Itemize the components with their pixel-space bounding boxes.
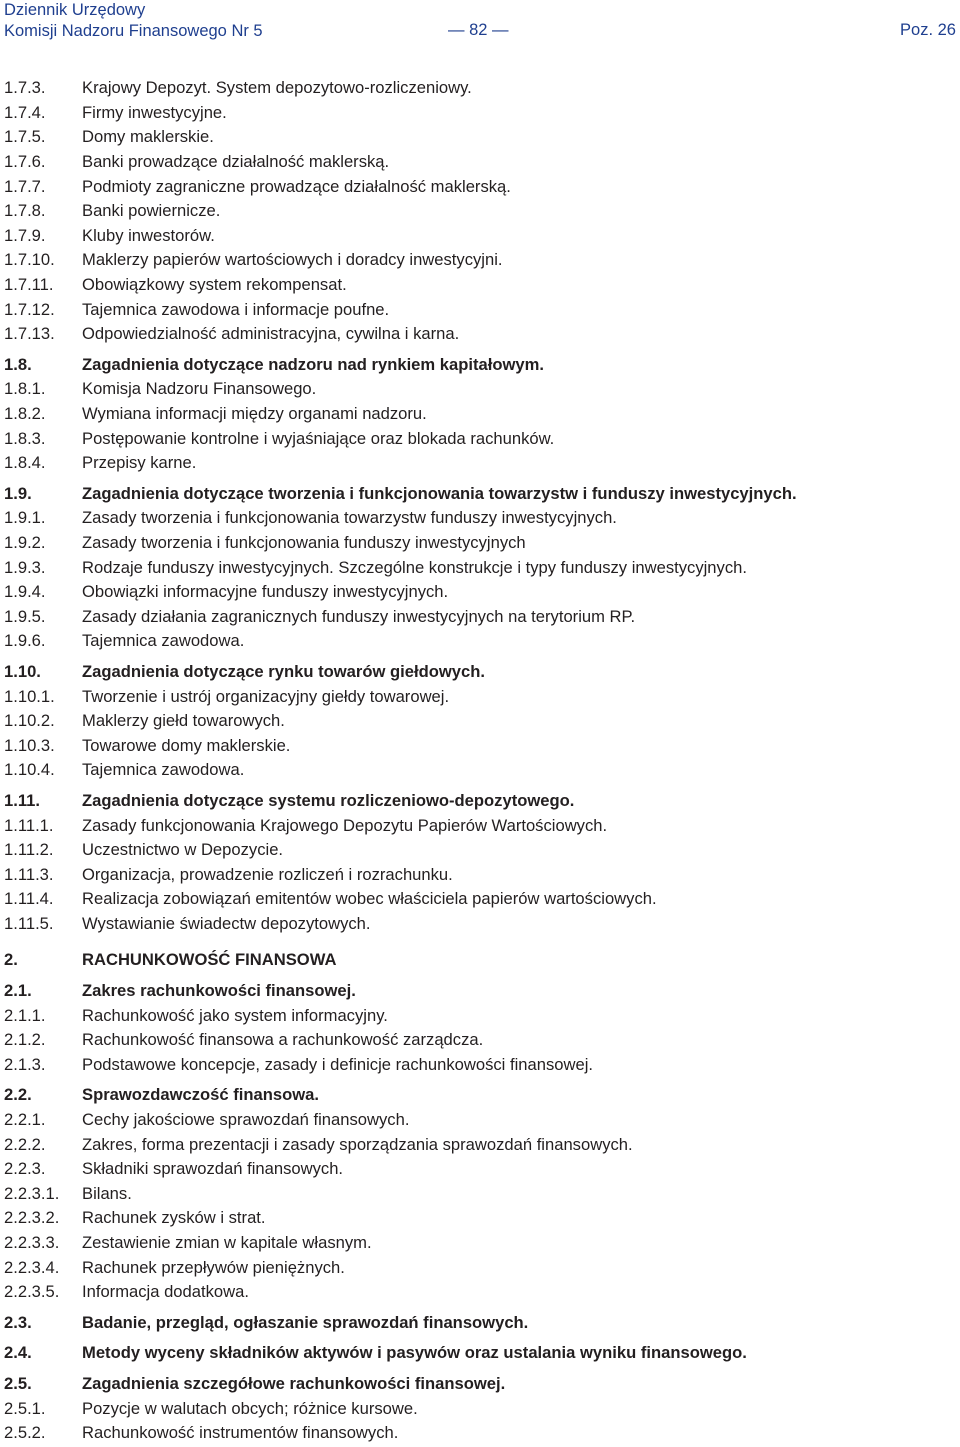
list-item: [4, 1132, 954, 1157]
list-item: [4, 402, 954, 427]
item-text: Organizacja, prowadzenie rozliczeń i rozrachunku.: [82, 864, 453, 884]
list-item: [4, 1108, 954, 1133]
item-number: 1.8.4.: [4, 453, 46, 473]
item-number: 2.2.: [4, 1085, 32, 1105]
item-number: 1.10.4.: [4, 760, 55, 780]
item-number: 1.11.2.: [4, 840, 54, 860]
list-item: [4, 426, 954, 451]
list-item: [4, 912, 954, 937]
list-item: [4, 629, 954, 654]
item-text: Informacja dodatkowa.: [82, 1282, 249, 1302]
section-heading: [4, 353, 954, 378]
item-text: Tajemnica zawodowa.: [82, 760, 245, 780]
item-text: Rodzaje funduszy inwestycyjnych. Szczególne konstrukcje i typy funduszy inwestycyjnych.: [82, 557, 747, 577]
item-number: 2.3.: [4, 1312, 32, 1332]
item-number: 1.11.1.: [4, 815, 54, 835]
list-item: [4, 1053, 954, 1078]
list-item: [4, 297, 954, 322]
item-number: 1.8.: [4, 354, 32, 374]
item-number: 2.1.2.: [4, 1030, 46, 1050]
list-item: [4, 1206, 954, 1231]
item-number: 2.: [4, 950, 18, 970]
item-number: 1.8.1.: [4, 379, 46, 399]
list-item: [4, 604, 954, 629]
item-number: 2.2.3.2.: [4, 1208, 60, 1228]
item-number: 1.11.4.: [4, 889, 54, 909]
list-item: [4, 1280, 954, 1305]
item-text: Kluby inwestorów.: [82, 225, 215, 245]
publication-title: Dziennik Urzędowy: [4, 1, 146, 19]
item-number: 1.9.3.: [4, 557, 46, 577]
item-number: 2.5.2.: [4, 1423, 46, 1443]
item-text: Zakres, forma prezentacji i zasady sporządzania sprawozdań finansowych.: [82, 1134, 633, 1154]
item-text: Tajemnica zawodowa i informacje poufne.: [82, 299, 390, 319]
item-number: 2.2.3.4.: [4, 1257, 60, 1277]
item-number: 2.5.1.: [4, 1398, 46, 1418]
item-number: 2.2.3.: [4, 1159, 46, 1179]
list-item: [4, 887, 954, 912]
list-item: [4, 76, 954, 101]
item-text: Metody wyceny składników aktywów i pasywów oraz ustalania wyniku finansowego.: [82, 1343, 747, 1363]
section-heading: [4, 1341, 954, 1366]
item-text: Przepisy karne.: [82, 453, 197, 473]
item-number: 1.8.3.: [4, 428, 46, 448]
list-item: [4, 199, 954, 224]
item-text: Cechy jakościowe sprawozdań finansowych.: [82, 1110, 410, 1130]
syllabus-list: [4, 76, 954, 1445]
list-item: [4, 174, 954, 199]
list-item: [4, 273, 954, 298]
list-item: [4, 1157, 954, 1182]
list-item: [4, 813, 954, 838]
section-heading: [4, 1372, 954, 1397]
list-item: [4, 1028, 954, 1053]
item-text: Wystawianie świadectw depozytowych.: [82, 913, 371, 933]
item-text: Uczestnictwo w Depozycie.: [82, 840, 284, 860]
item-number: 2.5.: [4, 1373, 32, 1393]
list-item: [4, 1182, 954, 1207]
publication-block: [4, 0, 263, 42]
list-item: [4, 1231, 954, 1256]
issuer-issue: Komisji Nadzoru Finansowego Nr 5: [4, 22, 263, 40]
item-text: Firmy inwestycyjne.: [82, 102, 227, 122]
list-item: [4, 101, 954, 126]
item-number: 2.1.: [4, 981, 32, 1001]
page-header: [4, 0, 958, 46]
list-item: [4, 838, 954, 863]
item-number: 1.7.8.: [4, 201, 46, 221]
item-number: 2.1.1.: [4, 1005, 46, 1025]
item-text: Domy maklerskie.: [82, 127, 214, 147]
item-text: Zasady tworzenia i funkcjonowania towarzystw funduszy inwestycyjnych.: [82, 508, 617, 528]
item-text: Zasady działania zagranicznych funduszy inwestycyjnych na terytorium RP.: [82, 606, 636, 626]
section-heading: [4, 1083, 954, 1108]
list-item: [4, 506, 954, 531]
item-number: 1.9.: [4, 483, 32, 503]
page-number: — 82 —: [448, 21, 509, 39]
list-item: [4, 1421, 954, 1446]
item-number: 2.2.1.: [4, 1110, 46, 1130]
item-text: Pozycje w walutach obcych; różnice kursowe.: [82, 1398, 418, 1418]
item-text: Zagadnienia szczegółowe rachunkowości finansowej.: [82, 1373, 506, 1393]
item-number: 1.9.5.: [4, 606, 46, 626]
item-number: 1.7.9.: [4, 225, 46, 245]
item-text: Rachunek zysków i strat.: [82, 1208, 266, 1228]
item-number: 1.7.12.: [4, 299, 55, 319]
section-heading: [4, 1311, 954, 1336]
list-item: [4, 248, 954, 273]
item-text: Zagadnienia dotyczące tworzenia i funkcjonowania towarzystw i funduszy inwestycyjnych.: [82, 483, 797, 503]
list-item: [4, 862, 954, 887]
item-number: 1.7.10.: [4, 250, 55, 270]
item-text: Tajemnica zawodowa.: [82, 631, 245, 651]
item-number: 1.7.3.: [4, 78, 46, 98]
section-heading: [4, 660, 954, 685]
list-item: [4, 684, 954, 709]
item-text: Zagadnienia dotyczące systemu rozliczeniowo-depozytowego.: [82, 790, 575, 810]
item-number: 1.9.2.: [4, 532, 46, 552]
item-number: 1.7.4.: [4, 102, 46, 122]
list-item: [4, 1396, 954, 1421]
item-number: 1.7.11.: [4, 275, 54, 295]
item-text: Realizacja zobowiązań emitentów wobec właściciela papierów wartościowych.: [82, 889, 657, 909]
item-number: 2.4.: [4, 1343, 32, 1363]
item-number: 2.1.3.: [4, 1054, 46, 1074]
item-number: 1.9.1.: [4, 508, 46, 528]
item-number: 1.11.: [4, 790, 40, 810]
item-text: Banki prowadzące działalność maklerską.: [82, 152, 390, 172]
item-number: 1.9.6.: [4, 631, 46, 651]
item-number: 1.11.3.: [4, 864, 54, 884]
item-text: Obowiązkowy system rekompensat.: [82, 275, 347, 295]
section-heading: [4, 789, 954, 814]
item-text: RACHUNKOWOŚĆ FINANSOWA: [82, 950, 337, 970]
item-text: Zakres rachunkowości finansowej.: [82, 981, 356, 1001]
list-item: [4, 322, 954, 347]
section-heading: [4, 948, 954, 973]
item-text: Badanie, przegląd, ogłaszanie sprawozdań finansowych.: [82, 1312, 529, 1332]
list-item: [4, 531, 954, 556]
item-number: 1.10.1.: [4, 686, 55, 706]
item-text: Zestawienie zmian w kapitale własnym.: [82, 1233, 372, 1253]
section-heading: [4, 482, 954, 507]
item-number: 2.2.2.: [4, 1134, 46, 1154]
item-text: Rachunek przepływów pieniężnych.: [82, 1257, 345, 1277]
list-item: [4, 555, 954, 580]
item-number: 1.10.3.: [4, 735, 55, 755]
item-text: Wymiana informacji między organami nadzoru.: [82, 404, 427, 424]
item-number: 1.9.4.: [4, 582, 46, 602]
list-item: [4, 709, 954, 734]
item-text: Zagadnienia dotyczące nadzoru nad rynkiem kapitałowym.: [82, 354, 544, 374]
item-text: Banki powiernicze.: [82, 201, 221, 221]
item-number: 1.8.2.: [4, 404, 46, 424]
item-number: 1.10.2.: [4, 711, 55, 731]
item-text: Rachunkowość finansowa a rachunkowość zarządcza.: [82, 1030, 484, 1050]
item-text: Bilans.: [82, 1183, 132, 1203]
list-item: [4, 377, 954, 402]
item-text: Sprawozdawczość finansowa.: [82, 1085, 319, 1105]
item-number: 2.2.3.3.: [4, 1233, 60, 1253]
item-text: Obowiązki informacyjne funduszy inwestycyjnych.: [82, 582, 449, 602]
item-text: Postępowanie kontrolne i wyjaśniające oraz blokada rachunków.: [82, 428, 555, 448]
list-item: [4, 733, 954, 758]
item-text: Podstawowe koncepcje, zasady i definicje rachunkowości finansowej.: [82, 1054, 593, 1074]
item-text: Podmioty zagraniczne prowadzące działalność maklerską.: [82, 176, 511, 196]
item-text: Odpowiedzialność administracyjna, cywilna i karna.: [82, 324, 460, 344]
item-text: Maklerzy papierów wartościowych i doradcy inwestycyjni.: [82, 250, 503, 270]
item-number: 2.2.3.1.: [4, 1183, 60, 1203]
item-text: Zagadnienia dotyczące rynku towarów giełdowych.: [82, 661, 485, 681]
item-text: Tworzenie i ustrój organizacyjny giełdy towarowej.: [82, 686, 450, 706]
item-text: Towarowe domy maklerskie.: [82, 735, 291, 755]
list-item: [4, 224, 954, 249]
list-item: [4, 758, 954, 783]
item-text: Zasady tworzenia i funkcjonowania funduszy inwestycyjnych: [82, 532, 526, 552]
item-text: Krajowy Depozyt. System depozytowo-rozliczeniowy.: [82, 78, 472, 98]
item-number: 1.10.: [4, 661, 41, 681]
item-number: 2.2.3.5.: [4, 1282, 60, 1302]
list-item: [4, 1255, 954, 1280]
item-number: 1.11.5.: [4, 913, 54, 933]
item-number: 1.7.5.: [4, 127, 46, 147]
item-text: Rachunkowość instrumentów finansowych.: [82, 1423, 399, 1443]
item-text: Maklerzy giełd towarowych.: [82, 711, 285, 731]
item-text: Zasady funkcjonowania Krajowego Depozytu Papierów Wartościowych.: [82, 815, 608, 835]
section-heading: [4, 979, 954, 1004]
item-number: 1.7.13.: [4, 324, 55, 344]
list-item: [4, 580, 954, 605]
list-item: [4, 1003, 954, 1028]
position-number: Poz. 26: [900, 21, 956, 39]
list-item: [4, 150, 954, 175]
item-text: Komisja Nadzoru Finansowego.: [82, 379, 317, 399]
item-text: Składniki sprawozdań finansowych.: [82, 1159, 344, 1179]
item-number: 1.7.7.: [4, 176, 46, 196]
list-item: [4, 125, 954, 150]
item-text: Rachunkowość jako system informacyjny.: [82, 1005, 388, 1025]
item-number: 1.7.6.: [4, 152, 46, 172]
list-item: [4, 451, 954, 476]
